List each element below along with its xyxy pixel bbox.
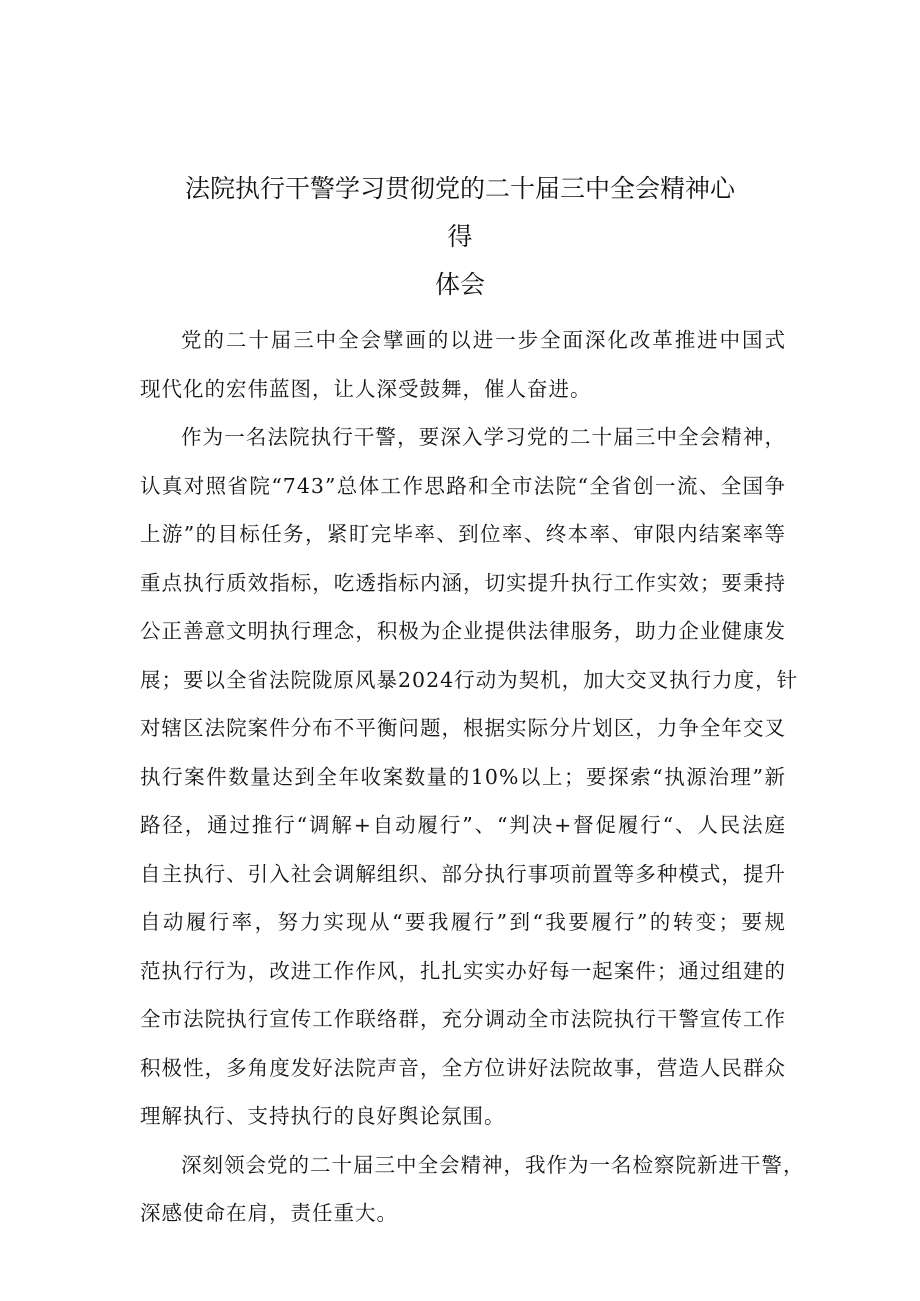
paragraph-line: 自动履行率，努力实现从“要我履行”到“我要履行”的转变；要规 [140, 910, 786, 934]
paragraph-line: 范执行行为，改进工作作风，扎扎实实办好每一起案件；通过组建的 [140, 958, 786, 983]
paragraph-line: 现代化的宏伟蓝图，让人深受鼓舞，催人奋进。 [140, 376, 592, 401]
paragraph-line: 路径，通过推行“调解+自动履行”、“判决+督促履行“、人民法庭 [140, 813, 786, 837]
paragraph-line: 全市法院执行宣传工作联络群，充分调动全市法院执行干警宣传工作 [140, 1007, 786, 1031]
paragraph-line: 重点执行质效指标，吃透指标内涵，切实提升执行工作实效；要秉持 [140, 570, 786, 595]
paragraph-line: 作为一名法院执行干警，要深入学习党的二十届三中全会精神， [181, 425, 786, 449]
paragraph-line: 深感使命在肩，责任重大。 [140, 1201, 398, 1225]
paragraph-line: 积极性，多角度发好法院声音，全方位讲好法院故事，营造人民群众 [140, 1055, 786, 1080]
title-line-2: 体会 [434, 270, 485, 299]
paragraph-line: 深刻领会党的二十届三中全会精神，我作为一名检察院新进干警， [181, 1152, 805, 1177]
paragraph-line: 自主执行、引入社会调解组织、部分执行事项前置等多种模式，提升 [140, 861, 786, 886]
paragraph-line: 展；要以全省法院陇原风暴2024行动为契机，加大交叉执行力度，针 [140, 667, 799, 692]
document-body [140, 316, 805, 1238]
paragraph-line: 理解执行、支持执行的良好舆论氛围。 [140, 1104, 506, 1128]
paragraph-2 [140, 413, 799, 1141]
paragraph-line: 党的二十届三中全会擘画的以进一步全面深化改革推进中国式 [181, 328, 786, 352]
paragraph-line: 公正善意文明执行理念，积极为企业提供法律服务，助力企业健康发 [140, 619, 786, 643]
paragraph-line: 上游”的目标任务，紧盯完毕率、到位率、终本率、审限内结案率等 [140, 522, 786, 546]
paragraph-3 [140, 1141, 805, 1238]
paragraph-1 [140, 316, 786, 413]
paragraph-line: 认真对照省院“743”总体工作思路和全市法院“全省创一流、全国争 [140, 473, 786, 498]
document-title [180, 165, 740, 309]
paragraph-line: 执行案件数量达到全年收案数量的10%以上；要探索“执源治理”新 [140, 764, 786, 789]
title-line-1: 法院执行干警学习贯彻党的二十届三中全会精神心得 [184, 174, 735, 251]
paragraph-line: 对辖区法院案件分布不平衡问题，根据实际分片划区，力争全年交叉 [140, 716, 786, 740]
